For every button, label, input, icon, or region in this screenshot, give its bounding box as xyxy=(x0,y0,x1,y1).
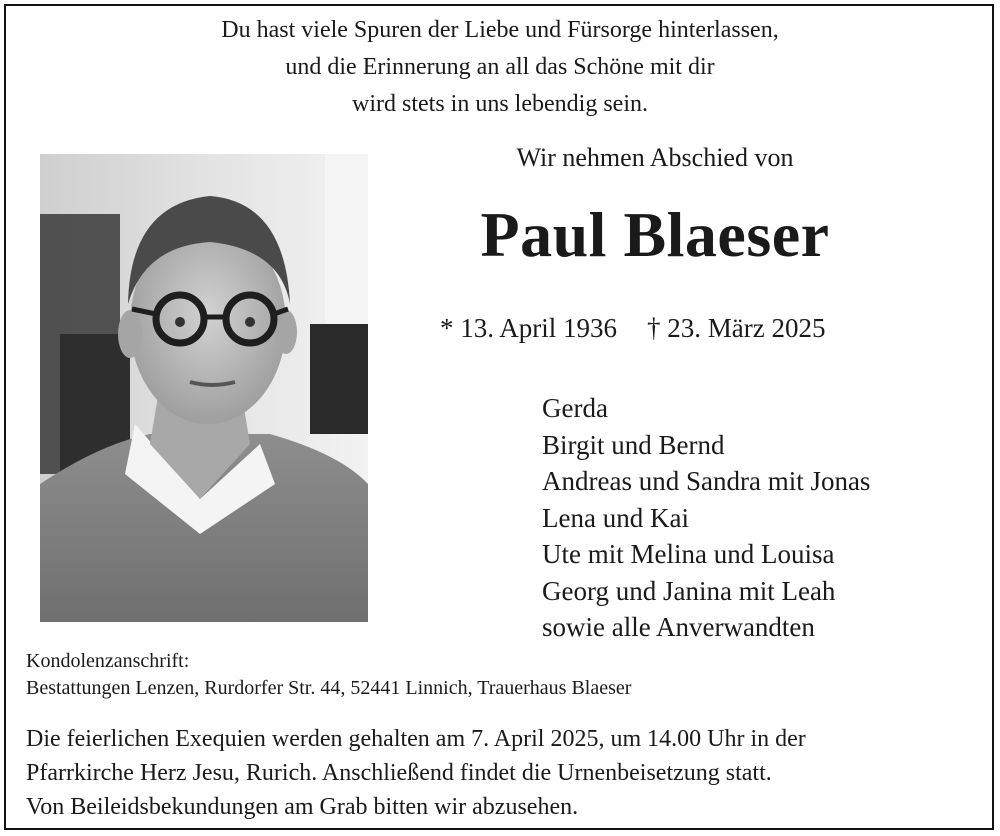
quote-line-2: und die Erinnerung an all das Schöne mit dir xyxy=(285,54,715,80)
life-dates xyxy=(440,313,825,344)
death-date: † 23. März 2025 xyxy=(647,313,826,343)
quote-line-1: Du hast viele Spuren der Liebe und Fürsorge hinterlassen, xyxy=(221,17,779,43)
mourner-item: Ute mit Melina und Louisa xyxy=(542,539,835,569)
service-line-1: Die feierlichen Exequien werden gehalten am 7. April 2025, um 14.00 Uhr in der xyxy=(26,726,806,752)
condolence-label: Kondolenzanschrift: xyxy=(26,650,190,672)
condolence-address-block xyxy=(26,648,631,702)
mourner-item: Birgit und Bernd xyxy=(542,429,725,460)
service-notice xyxy=(26,722,806,824)
quote-line-3: wird stets in uns lebendig sein. xyxy=(352,91,648,117)
service-line-2: Pfarrkirche Herz Jesu, Rurich. Anschließend findet die Urnenbeisetzung statt. xyxy=(26,760,772,786)
condolence-address: Bestattungen Lenzen, Rurdorfer Str. 44, 52441 Linnich, Trauerhaus Blaeser xyxy=(26,677,632,699)
memorial-quote xyxy=(0,12,1000,123)
mourner-item: Andreas und Sandra mit Jonas xyxy=(542,466,871,496)
service-line-3: Von Beileidsbekundungen am Grab bitten wir abzusehen. xyxy=(26,794,579,820)
portrait-photo xyxy=(40,154,368,622)
mourner-item: Lena und Kai xyxy=(542,502,689,533)
farewell-intro: Wir nehmen Abschied von xyxy=(516,143,794,172)
mourner-item: sowie alle Anverwandten xyxy=(542,612,815,642)
birth-date: * 13. April 1936 xyxy=(440,313,618,343)
deceased-name: Paul Blaeser xyxy=(480,199,830,270)
mourner-item: Georg und Janina mit Leah xyxy=(542,575,836,606)
mourners-list xyxy=(542,390,870,646)
mourner-item: Gerda xyxy=(542,393,608,423)
